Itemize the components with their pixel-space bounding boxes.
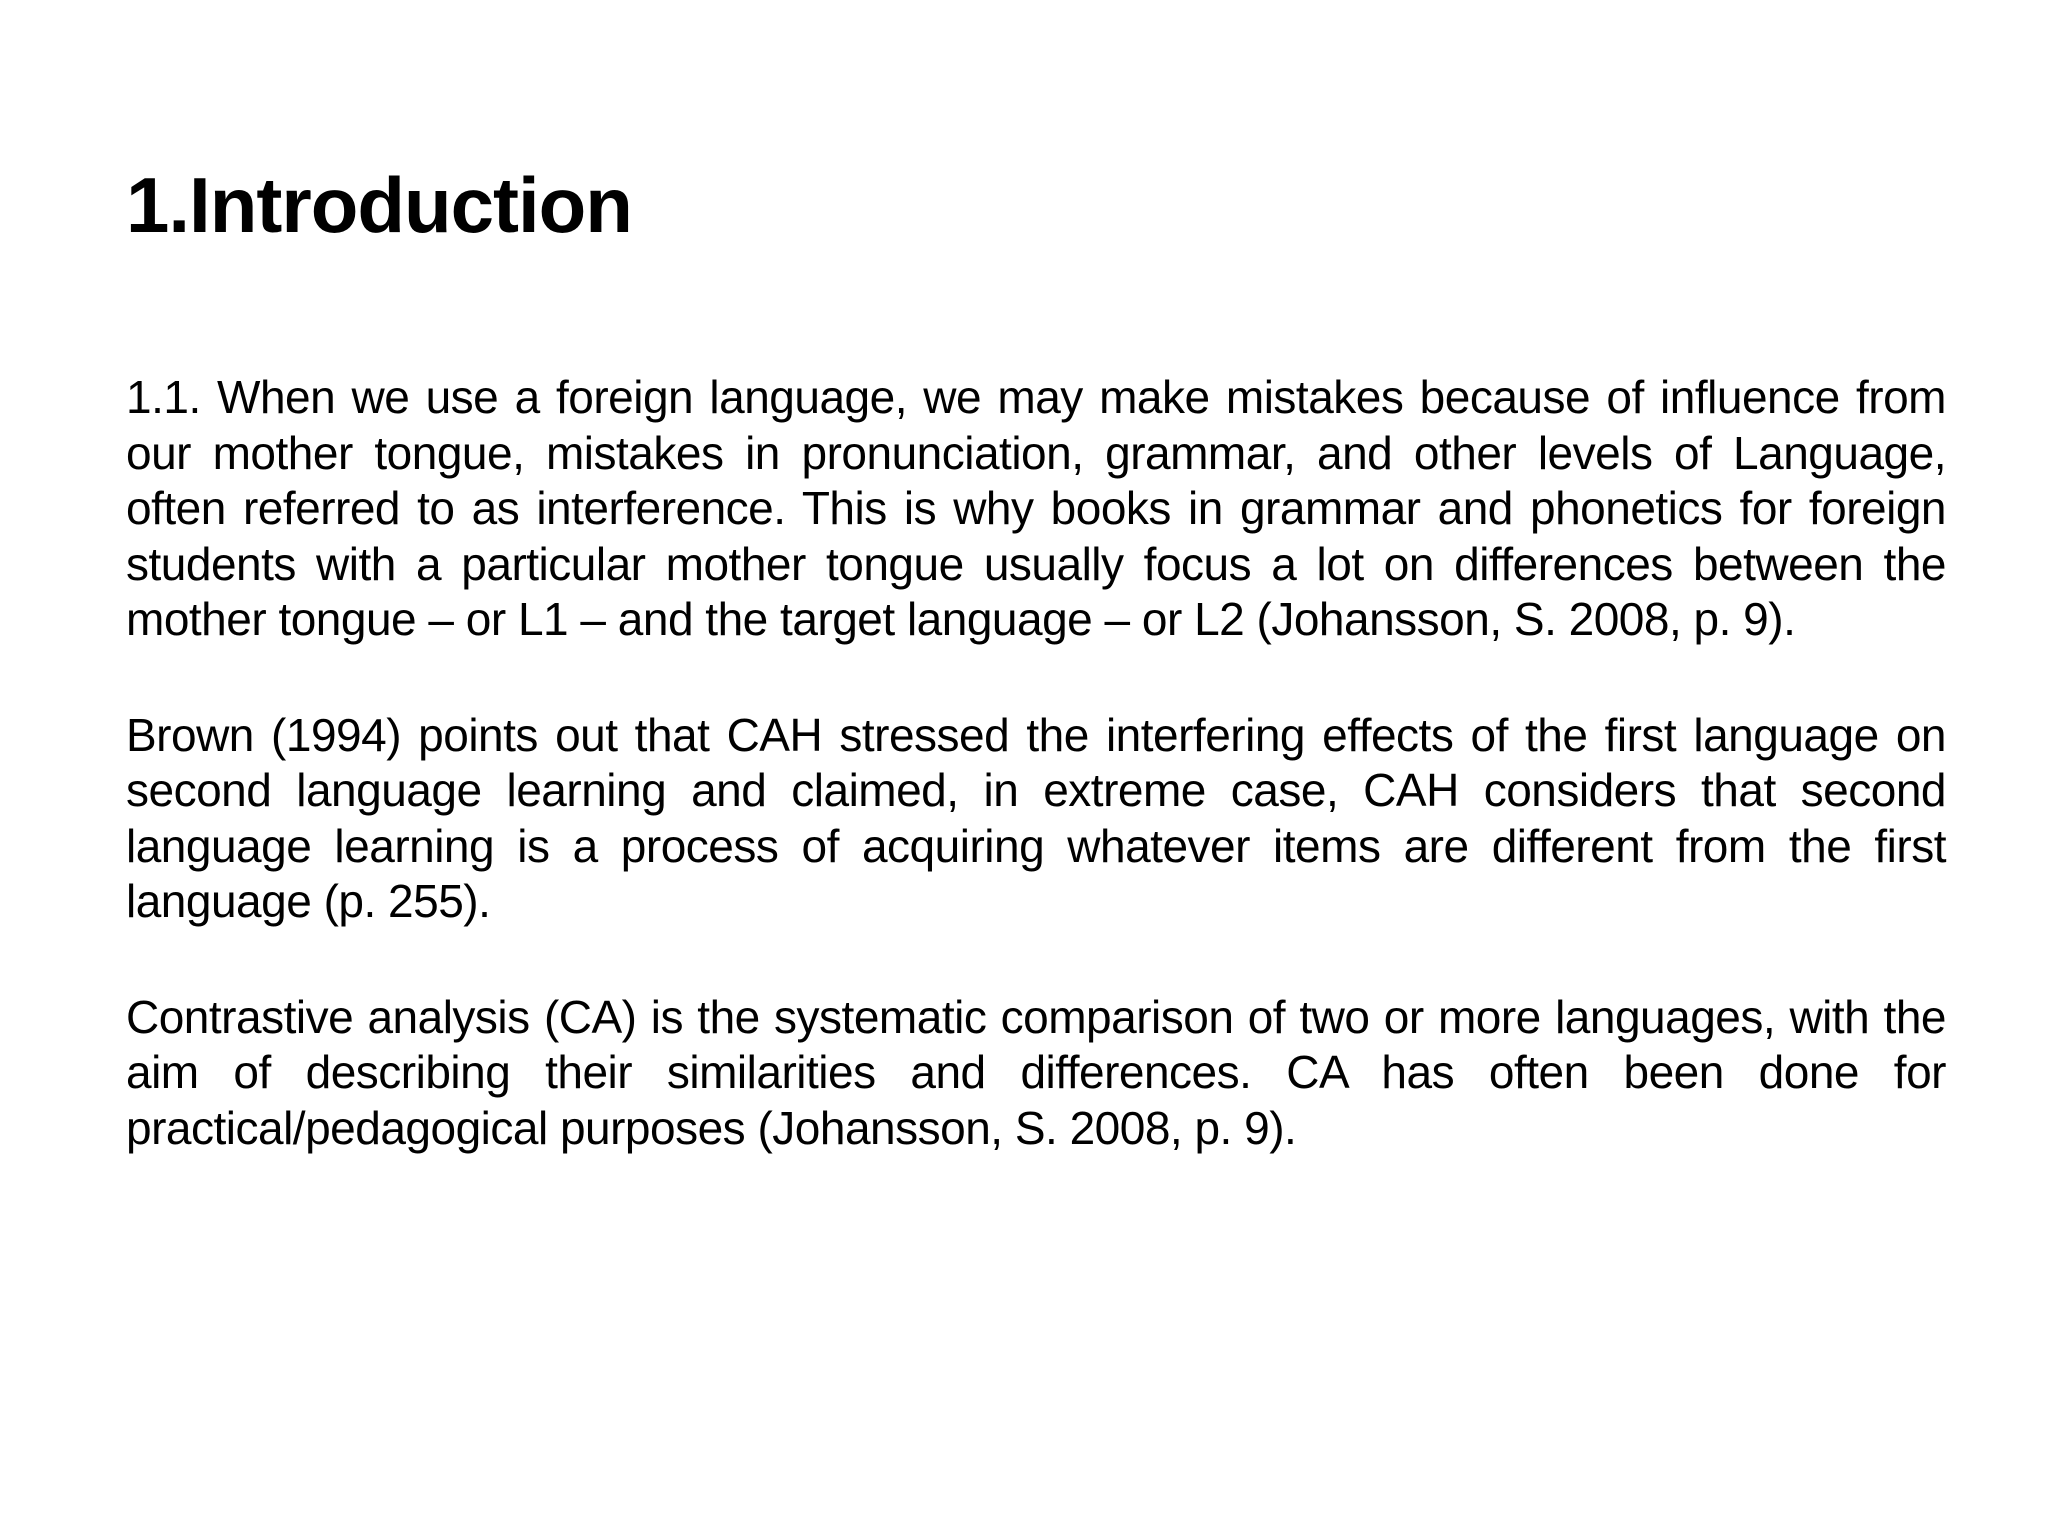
paragraph-brown-cah: Brown (1994) points out that CAH stressed the interfering effects of the first language on second language learning and claimed, in extreme case, CAH considers that second language learning is a process of acquiring whatever items are different from the first language (p. 255). (126, 708, 1946, 927)
paragraph-interference: 1.1. When we use a foreign language, we may make mistakes because of influence from our mother tongue, mistakes in pronunciation, grammar, and other levels of Language, often referred to as interference. This is why books in grammar and phonetics for foreign students with a particular mother tongue usually focus a lot on differences between the mother tongue – or L1 – and the target language – or L2 (Johansson, S. 2008, p. 9). (126, 371, 1946, 645)
paragraph-contrastive-analysis: Contrastive analysis (CA) is the systematic comparison of two or more languages, with the aim of describing their similarities and differences. CA has often been done for practical/pedagogical purposes (Johansson, S. 2008, p. 9). (126, 990, 1946, 1154)
slide-body (126, 370, 1946, 1156)
slide-title: 1.Introduction (126, 161, 632, 249)
